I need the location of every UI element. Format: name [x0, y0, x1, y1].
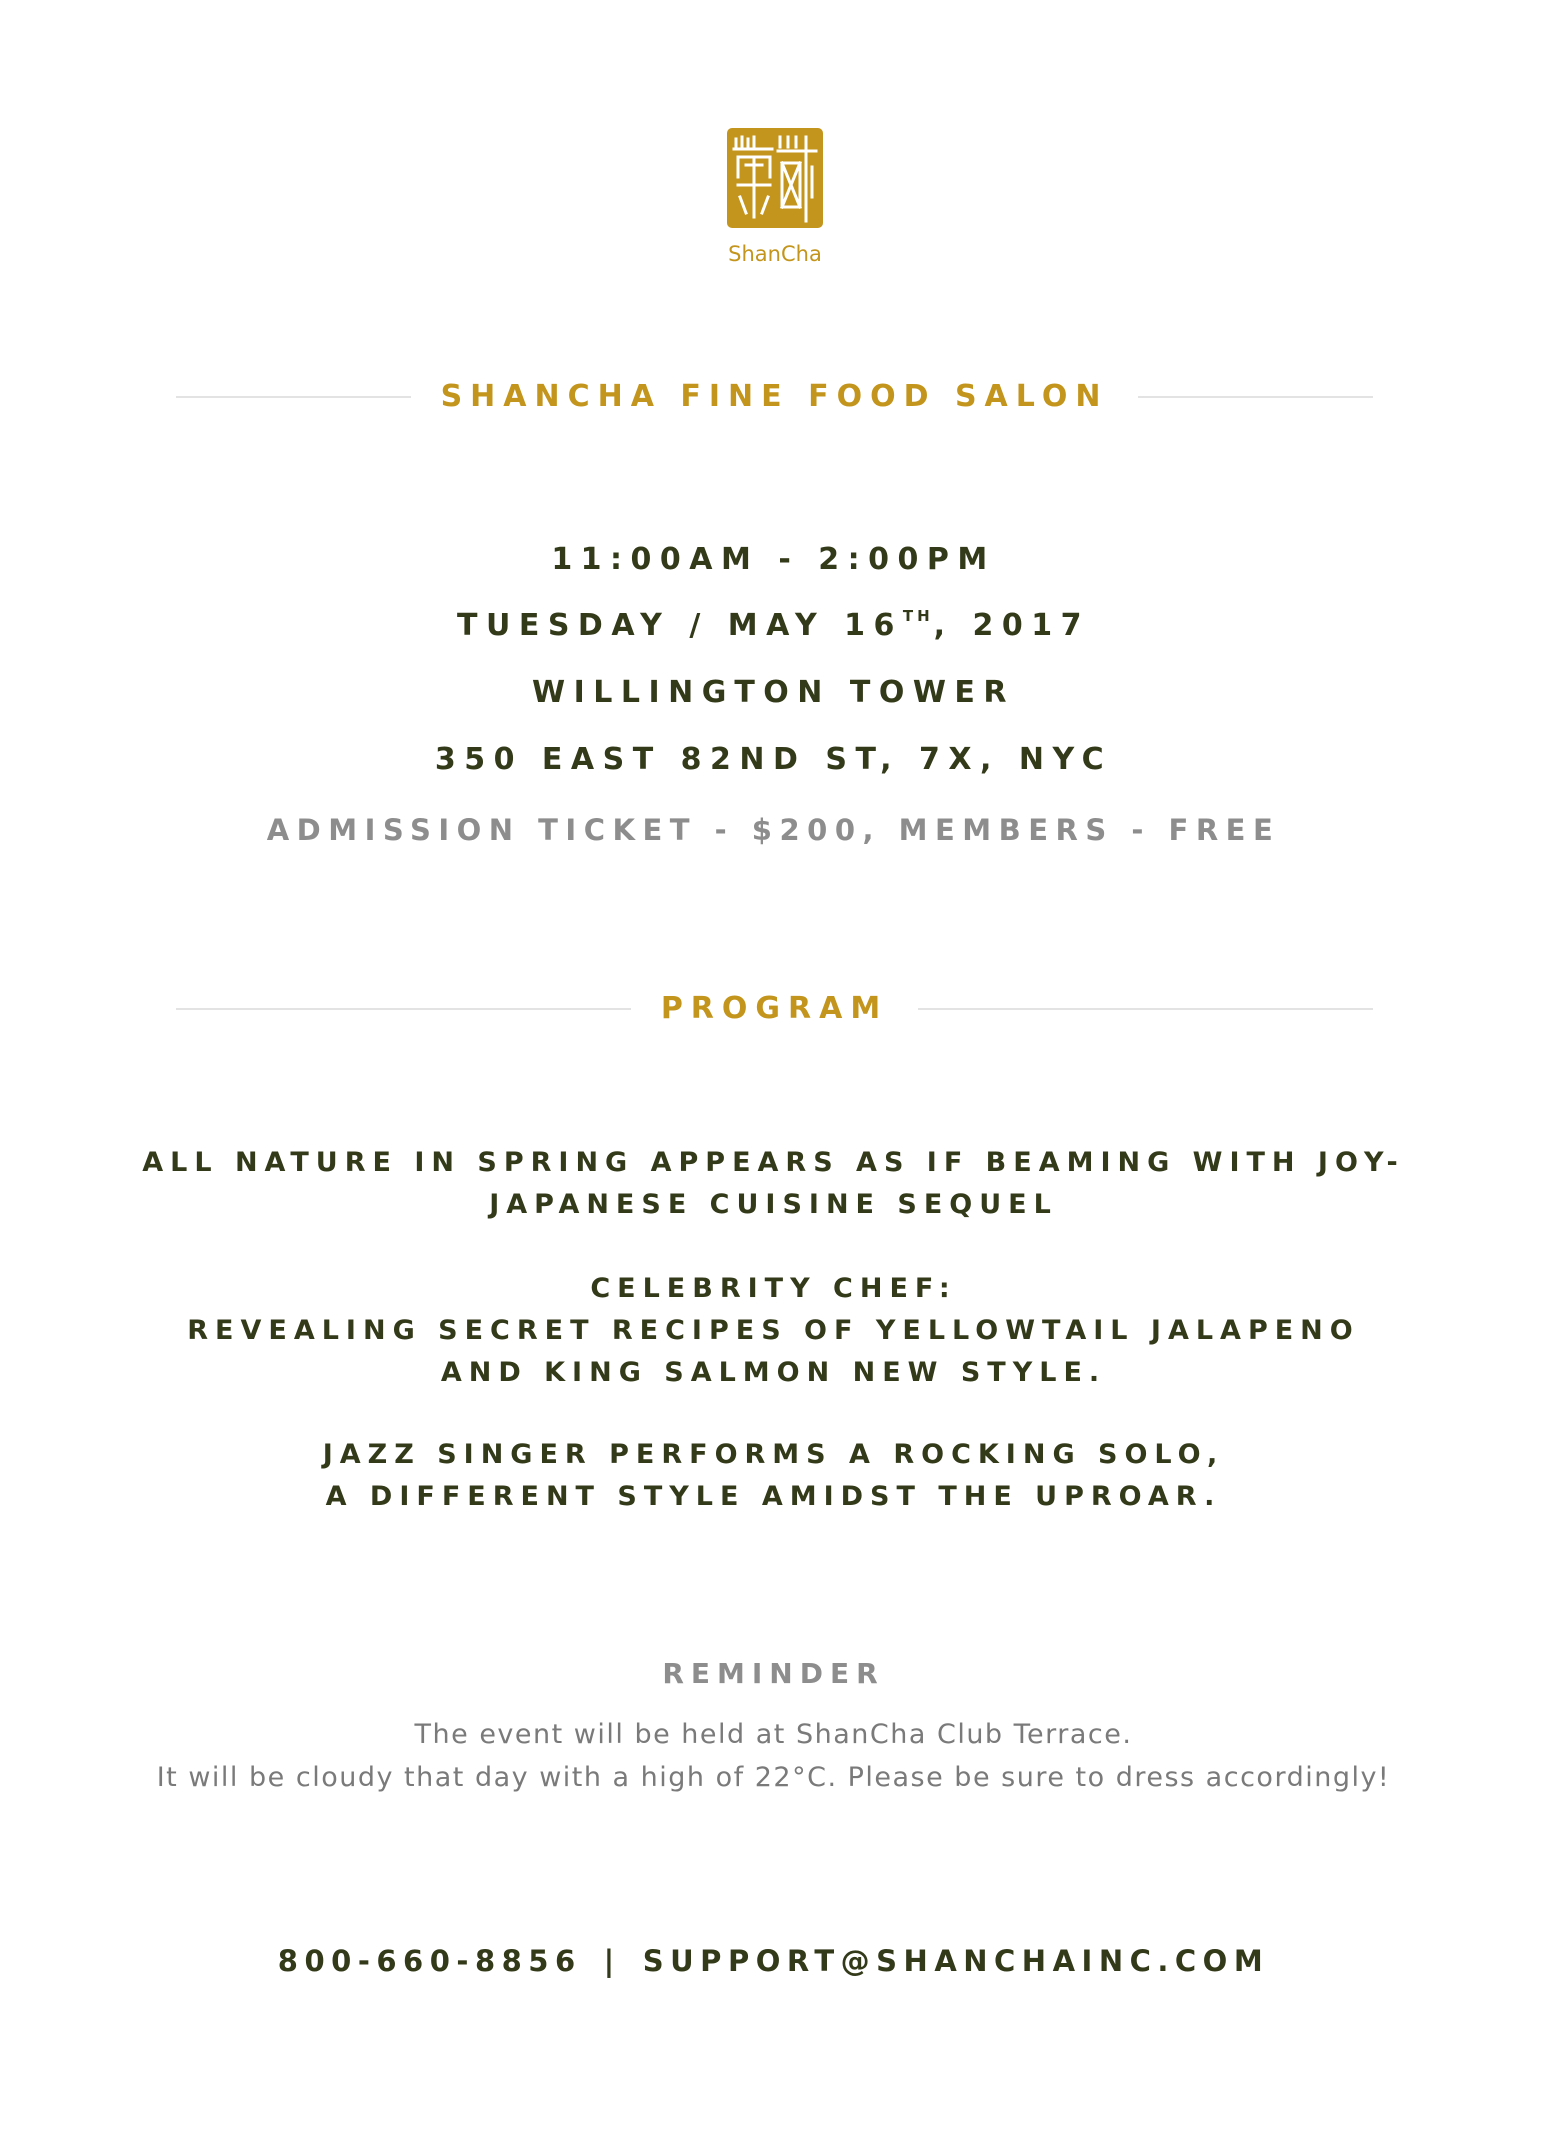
program-block	[0, 1142, 1547, 1226]
event-admission: ADMISSION TICKET - $200, MEMBERS - FREE	[266, 813, 1281, 847]
page-title: SHANCHA FINE FOOD SALON	[440, 379, 1109, 414]
program-line: JAPANESE CUISINE SEQUEL	[489, 1189, 1058, 1220]
seal-icon	[726, 127, 824, 269]
program-section	[176, 984, 1373, 1034]
event-date-year: , 2017	[933, 608, 1090, 643]
program-line: A DIFFERENT STYLE AMIDST THE UPROAR.	[325, 1481, 1222, 1512]
program-line: ALL NATURE IN SPRING APPEARS AS IF BEAMING WITH JOY-	[142, 1147, 1405, 1178]
divider-right	[1138, 396, 1373, 398]
event-time: 11:00AM - 2:00PM	[551, 542, 996, 577]
event-date	[0, 606, 1547, 646]
shancha-logo	[726, 127, 824, 269]
event-date-suffix: TH	[902, 607, 934, 625]
reminder-line: It will be cloudy that day with a high of 22°C. Please be sure to dress accordingly!	[156, 1762, 1391, 1793]
reminder-line: The event will be held at ShanCha Club Terrace.	[414, 1719, 1133, 1750]
logo-text: ShanCha	[728, 242, 822, 266]
program-line: CELEBRITY CHEF:	[590, 1273, 957, 1304]
reminder-body	[0, 1713, 1547, 1799]
contact-line	[0, 1941, 1547, 1981]
program-line: JAZZ SINGER PERFORMS A ROCKING SOLO,	[322, 1439, 1225, 1470]
program-block	[0, 1434, 1547, 1518]
program-line: AND KING SALMON NEW STYLE.	[440, 1357, 1107, 1388]
support-email[interactable]: SUPPORT@SHANCHAINC.COM	[642, 1944, 1270, 1978]
title-section	[176, 372, 1373, 422]
reminder-heading: REMINDER	[662, 1657, 885, 1690]
divider-left	[176, 1008, 631, 1010]
event-date-main: TUESDAY / MAY 16	[457, 608, 903, 643]
divider-right	[918, 1008, 1373, 1010]
phone-number[interactable]: 800-660-8856	[277, 1944, 582, 1978]
divider-left	[176, 396, 411, 398]
program-heading: PROGRAM	[660, 991, 889, 1026]
event-venue: WILLINGTON TOWER	[531, 675, 1016, 710]
event-address: 350 EAST 82ND ST, 7X, NYC	[434, 742, 1113, 777]
contact-separator: |	[603, 1944, 621, 1978]
program-block	[0, 1268, 1547, 1394]
program-line: REVEALING SECRET RECIPES OF YELLOWTAIL JALAPENO	[187, 1315, 1360, 1346]
